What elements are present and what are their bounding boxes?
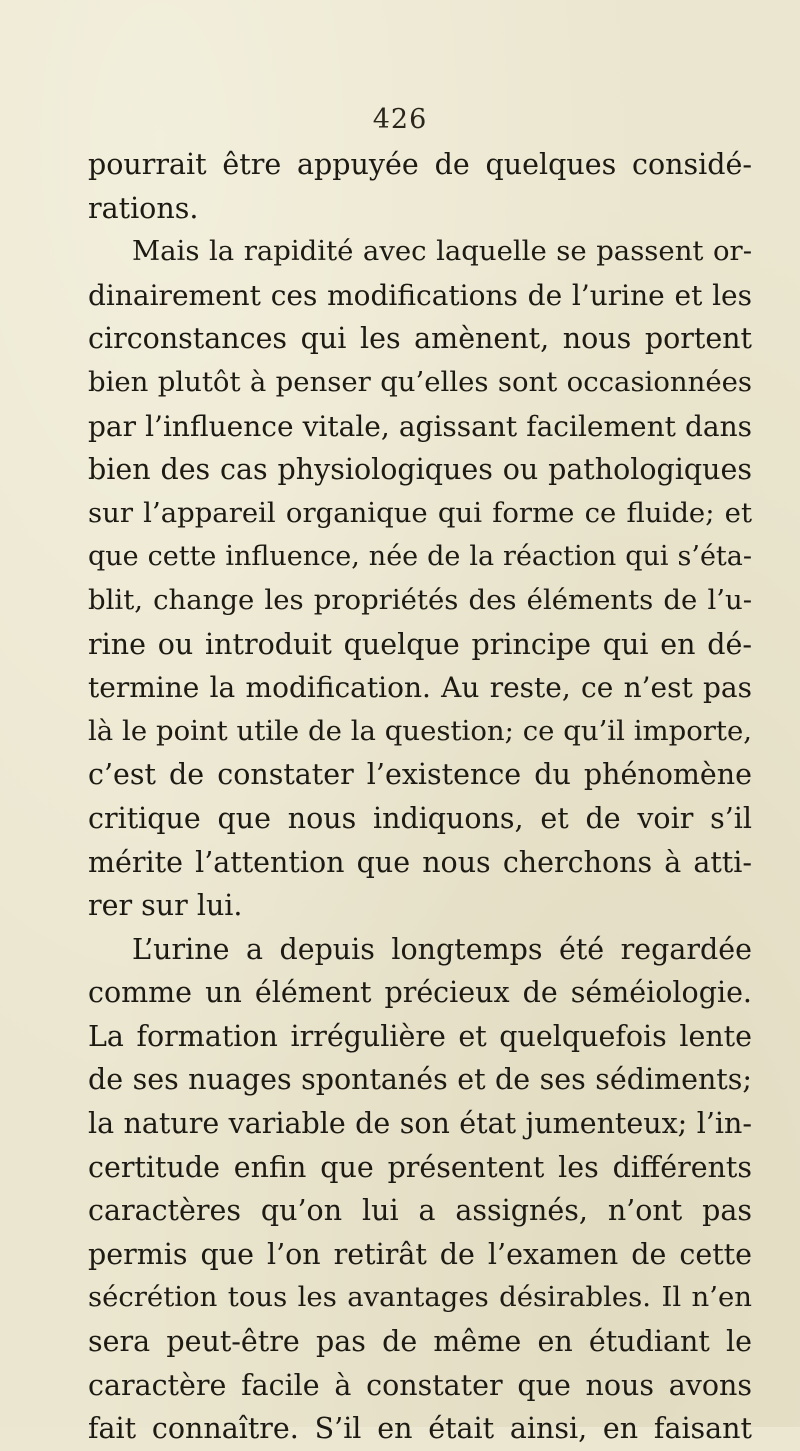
text-line: comme un élément précieux de séméiologie. [88, 976, 752, 1010]
text-line: de ses nuages spontanés et de ses sédiments; [88, 1063, 752, 1097]
text-line: L’urine a depuis longtemps été regardée [132, 932, 752, 966]
text-line: circonstances qui les amènent, nous portent [88, 322, 752, 356]
text-line: là le point utile de la question; ce qu’il importe, [88, 714, 752, 747]
text-line: caractères qu’on lui a assignés, n’ont pas [88, 1194, 752, 1228]
text-line: La formation irrégulière et quelquefois lente [88, 1019, 752, 1053]
body-text [88, 143, 752, 1451]
text-line: c’est de constater l’existence du phénomène [88, 758, 752, 792]
text-line: certitude enfin que présentent les différents [88, 1150, 752, 1184]
text-line: permis que l’on retirât de l’examen de cette [88, 1237, 752, 1271]
text-line: pourrait être appuyée de quelques considé- [88, 148, 752, 181]
text-line: rine ou introduit quelque principe qui en dé- [88, 627, 752, 661]
text-line: par l’influence vitale, agissant facilement dans [88, 409, 752, 443]
text-line: blit, change les propriétés des éléments de l’u- [88, 583, 752, 616]
text-line: sécrétion tous les avantages désirables. Il n’en [88, 1281, 752, 1314]
text-line: termine la modification. Au reste, ce n’est pas [88, 671, 752, 705]
text-line: dinairement ces modifications de l’urine et les [88, 278, 752, 312]
text-line: bien des cas physiologiques ou pathologiques [88, 453, 752, 487]
text-line: la nature variable de son état jumenteux; l’in- [88, 1107, 752, 1141]
text-line: sur l’appareil organique qui forme ce fluide; et [88, 496, 752, 529]
text-line: rations. [88, 191, 199, 225]
text-line: mérite l’attention que nous cherchons à atti- [88, 845, 752, 879]
page-number: 426 [372, 104, 428, 135]
text-line: critique que nous indiquons, et de voir s’il [88, 801, 752, 835]
text-line: bien plutôt à penser qu’elles sont occasionnées [88, 365, 752, 398]
text-line: Mais la rapidité avec laquelle se passent or- [132, 235, 752, 268]
text-line: fait connaître. S’il en était ainsi, en faisant [88, 1412, 752, 1446]
text-line: que cette influence, née de la réaction qui s’éta- [88, 541, 752, 573]
text-line: caractère facile à constater que nous avons [88, 1368, 752, 1402]
text-line: rer sur lui. [88, 889, 243, 923]
text-line: sera peut-être pas de même en étudiant le [88, 1325, 752, 1359]
